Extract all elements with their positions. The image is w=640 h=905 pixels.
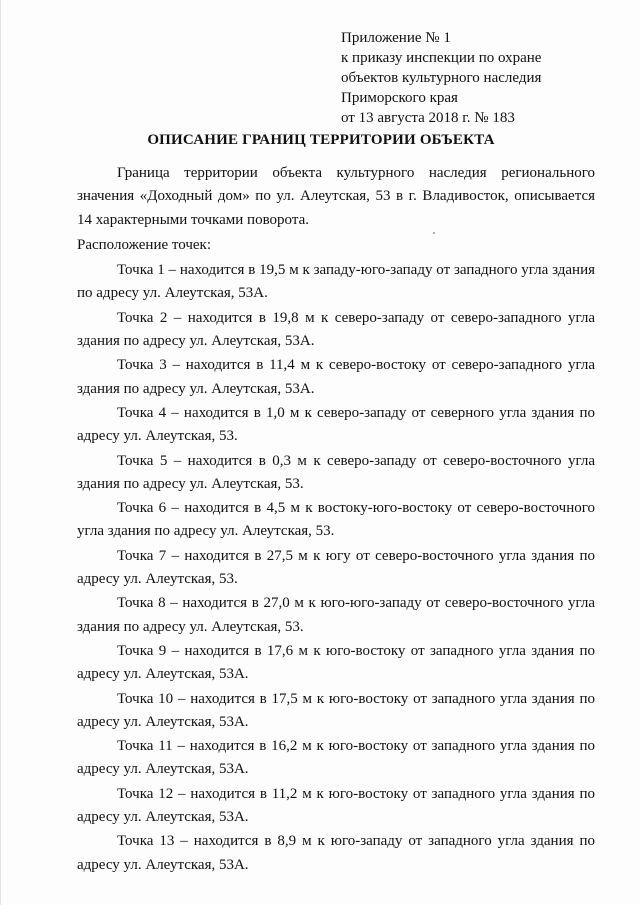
point-paragraph: Точка 9 – находится в 17,6 м к юго-востоку от западного угла здания по адресу ул. Алеутская, 53А. (77, 642, 595, 683)
point-paragraph: Точка 12 – находится в 11,2 м к юго-востоку от западного угла здания по адресу ул. Алеутская, 53А. (77, 785, 595, 826)
document-body (77, 162, 595, 878)
point-paragraph: Точка 2 – находится в 19,8 м к северо-западу от северо-западного угла здания по адресу ул. Алеутская, 53А. (77, 309, 595, 350)
approval-line: Приморского края (341, 90, 458, 106)
approval-line: объектов культурного наследия (341, 70, 542, 86)
point-paragraph: Точка 10 – находится в 17,5 м к юго-востоку от западного угла здания по адресу ул. Алеутская, 53А. (77, 690, 595, 730)
point-paragraph: Точка 5 – находится в 0,3 м к северо-западу от северо-восточного угла здания по адресу ул. Алеутская, 53. (77, 452, 595, 492)
approval-line: от 13 августа 2018 г. № 183 (341, 110, 515, 126)
point-paragraph: Точка 13 – находится в 8,9 м к юго-западу от западного угла здания по адресу ул. Алеутская, 53А. (77, 833, 595, 873)
point-paragraph: Точка 3 – находится в 11,4 м к северо-востоку от северо-западного угла здания по адресу ул. Алеутская, 53А. (77, 357, 595, 397)
approval-line: к приказу инспекции по охране (341, 50, 542, 66)
points-label: Расположение точек: (77, 236, 212, 253)
approval-line: Приложение № 1 (341, 30, 451, 46)
document-title: ОПИСАНИЕ ГРАНИЦ ТЕРРИТОРИИ ОБЪЕКТА (147, 132, 495, 148)
point-paragraph: Точка 7 – находится в 27,5 м к югу от северо-восточного угла здания по адресу ул. Алеутская, 53. (77, 547, 595, 588)
point-paragraph: Точка 11 – находится в 16,2 м к юго-востоку от западного угла здания по адресу ул. Алеутская, 53А. (77, 738, 595, 778)
point-paragraph: Точка 8 – находится в 27,0 м к юго-юго-западу от северо-восточного угла здания по адресу ул. Алеутская, 53. (77, 595, 595, 635)
scan-speck (433, 232, 435, 234)
point-paragraph: Точка 4 – находится в 1,0 м к северо-западу от северного угла здания по адресу ул. Алеутская, 53. (77, 404, 595, 445)
point-paragraph: Точка 1 – находится в 19,5 м к западу-юго-западу от западного угла здания по адресу ул. Алеутская, 53А. (77, 262, 595, 302)
intro-paragraph: Граница территории объекта культурного наследия регионального значения «Доходный дом» по ул. Алеутская, 53 в г. Владивосток, описывается 14 характерными точками поворота. (77, 165, 595, 228)
point-paragraph: Точка 6 – находится в 4,5 м к востоку-юго-востоку от северо-восточного угла здания по адресу ул. Алеутская, 53. (77, 500, 595, 540)
approval-block (341, 28, 541, 128)
